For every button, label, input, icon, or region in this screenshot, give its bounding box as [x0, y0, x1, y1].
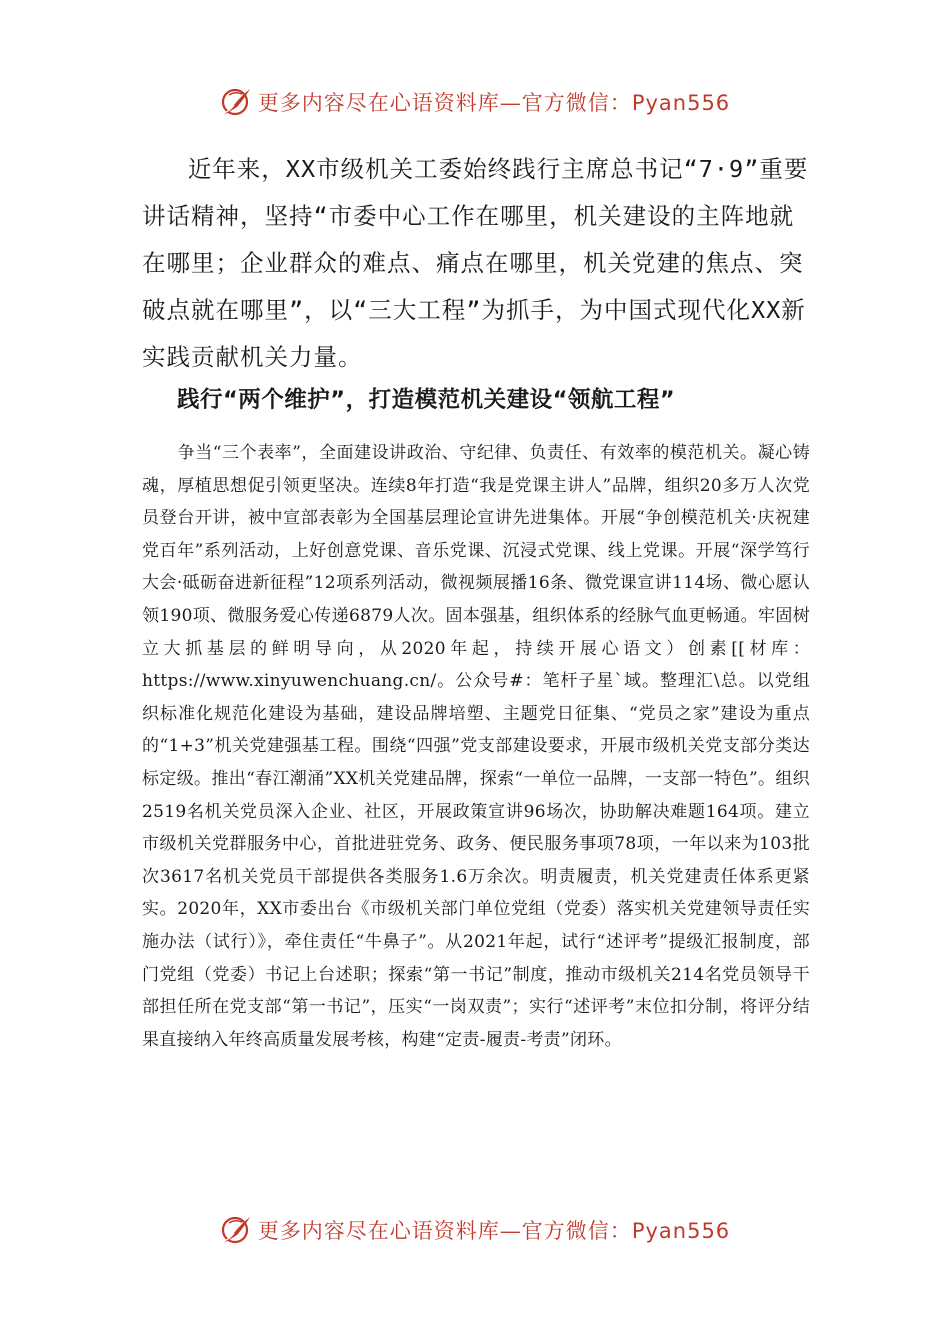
body-paragraph: 争当“三个表率”，全面建设讲政治、守纪律、负责任、有效率的模范机关。凝心铸魂，厚植思想促引领更坚决。连续8年打造“我是党课主讲人”品牌，组织20多万人次党员登台开讲，被中宣部表彰为全国基层理论宣讲先进集体。开展“争创模范机关·庆祝建党百年”系列活动，上好创意党课、音乐党课、沉浸式党课、线上党课。开展“深学笃行大会·砥砺奋进新征程”12项系列活动，微视频展播16条、微党课宣讲114场、微心愿认领190项、微服务爱心传递6879人次。固本强基，组织体系的经脉气血更畅通。牢固树立大抓基层的鲜明导向，从2020年起，持续开展心语文）创素[[材库：https://www.xinyuwenchuang.cn/。公众号#：笔杆子星`域。整理汇\总。以党组织标准化规范化建设为基础，建设品牌培塑、主题党日征集、“党员之家”建设为重点的“1+3”机关党建强基工程。围绕“四强”党支部建设要求，开展市级机关党支部分类达标定级。推出“春江潮涌”XX机关党建品牌，探索“一单位一品牌，一支部一特色”。组织2519名机关党员深入企业、社区，开展政策宣讲96场次，协助解决难题164项。建立市级机关党群服务中心，首批进驻党务、政务、便民服务事项78项，一年以来为103批次3617名机关党员干部提供各类服务1.6万余次。明责履责，机关党建责任体系更紧实。2020年，XX市委出台《市级机关部门单位党组（党委）落实机关党建领导责任实施办法（试行）》，牵住责任“牛鼻子”。从2021年起，试行“述评考”提级汇报制度，部门党组（党委）书记上台述职；探索“第一书记”制度，推动市级机关214名党员领导干部担任所在党支部“第一书记”，压实“一岗双责”；实行“述评考”末位扣分制，将评分结果直接纳入年终高质量发展考核，构建“定责-履责-考责”闭环。 — [142, 443, 810, 1050]
pen-logo-icon — [220, 1213, 254, 1247]
banner-wechat-id: Pyan556 — [631, 91, 731, 115]
footer-watermark-banner — [0, 1210, 950, 1250]
banner-text: 更多内容尽在心语资料库—官方微信： — [257, 1219, 632, 1243]
section-heading: 践行“两个维护”，打造模范机关建设“领航工程” — [177, 387, 676, 413]
intro-paragraph: 近年来，XX市级机关工委始终践行主席总书记“7·9”重要讲话精神，坚持“市委中心工作在哪里，机关建设的主阵地就在哪里；企业群众的难点、痛点在哪里，机关党建的焦点、突破点就在哪里”，以“三大工程”为抓手，为中国式现代化XX新实践贡献机关力量。 — [142, 155, 809, 371]
banner-text: 更多内容尽在心语资料库—官方微信： — [257, 91, 632, 115]
header-watermark-banner — [0, 82, 950, 122]
pen-logo-icon — [220, 85, 254, 119]
banner-wechat-id: Pyan556 — [631, 1219, 731, 1243]
